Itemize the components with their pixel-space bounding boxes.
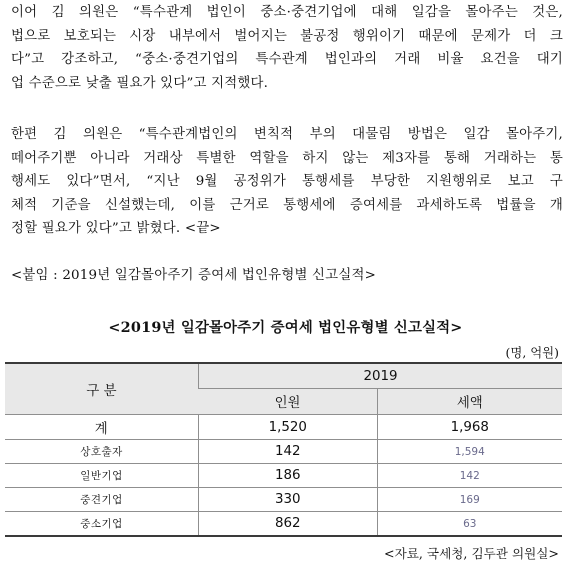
row-tax: 1,594 xyxy=(377,440,562,464)
row-category: 일반기업 xyxy=(5,464,199,488)
row-tax: 142 xyxy=(377,464,562,488)
row-count: 862 xyxy=(199,512,378,537)
paragraph-line: 다”고 강조하고, “중소·중견기업의 특수관계 법인과의 거래 비율 요건을 대기 xyxy=(11,52,563,68)
paragraph-line: 이어 김 의원은 “특수관계 법인이 중소·중견기업에 대해 일감을 몰아주는 것은, xyxy=(11,5,563,20)
report-table xyxy=(5,362,562,537)
row-category: 상호출자 xyxy=(5,440,199,464)
paragraph-line: 한편 김 의원은 “특수관계법인의 변칙적 부의 대물림 방법은 일감 몰아주기, xyxy=(11,127,563,142)
row-category: 중견기업 xyxy=(5,488,199,512)
table-row xyxy=(5,464,562,488)
table-row xyxy=(5,488,562,512)
table-row xyxy=(5,440,562,464)
paragraph-1 xyxy=(11,1,563,95)
row-category: 계 xyxy=(5,415,199,440)
row-tax: 63 xyxy=(377,512,562,537)
row-count: 142 xyxy=(199,440,378,464)
table-title: <2019년 일감몰아주기 증여세 법인유형별 신고실적> xyxy=(108,319,463,336)
table-header-row xyxy=(5,363,562,389)
table-row xyxy=(5,415,562,440)
row-count: 330 xyxy=(199,488,378,512)
paragraph-line: 체적 기준을 신설했는데, 이를 근거로 통행세에 증여세를 과세하도록 법률을 개 xyxy=(11,197,563,213)
unit-note: (명, 억원) xyxy=(505,345,559,360)
header-year: 2019 xyxy=(199,363,563,389)
paragraph-line: 정할 필요가 있다”고 밝혔다. <끝> xyxy=(11,221,221,237)
row-tax: 169 xyxy=(377,488,562,512)
paragraph-line: 행세도 있다”면서, “지난 9월 공정위가 통행세를 부당한 지원행위로 보고 구 xyxy=(11,174,563,190)
paragraph-line: 법으로 보호되는 시장 내부에서 벌어지는 불공정 행위이기 때문에 문제가 더 크 xyxy=(11,28,563,44)
row-tax: 1,968 xyxy=(377,415,562,440)
header-category: 구 분 xyxy=(5,363,199,415)
row-count: 1,520 xyxy=(199,415,378,440)
row-category: 중소기업 xyxy=(5,512,199,537)
row-count: 186 xyxy=(199,464,378,488)
paragraph-2 xyxy=(11,123,563,241)
source-note: <자료, 국세청, 김두관 의원실> xyxy=(384,546,559,561)
attachment-note: <붙임 : 2019년 일감몰아주기 증여세 법인유형별 신고실적> xyxy=(11,268,377,283)
header-count: 인원 xyxy=(199,389,378,415)
paragraph-line: 업 수준으로 낮출 필요가 있다”고 지적했다. xyxy=(11,75,269,91)
table-row xyxy=(5,512,562,537)
header-tax: 세액 xyxy=(377,389,562,415)
paragraph-line: 떼어주기뿐 아니라 거래상 특별한 역할을 하지 않는 제3자를 통해 거래하는 통 xyxy=(11,150,563,166)
